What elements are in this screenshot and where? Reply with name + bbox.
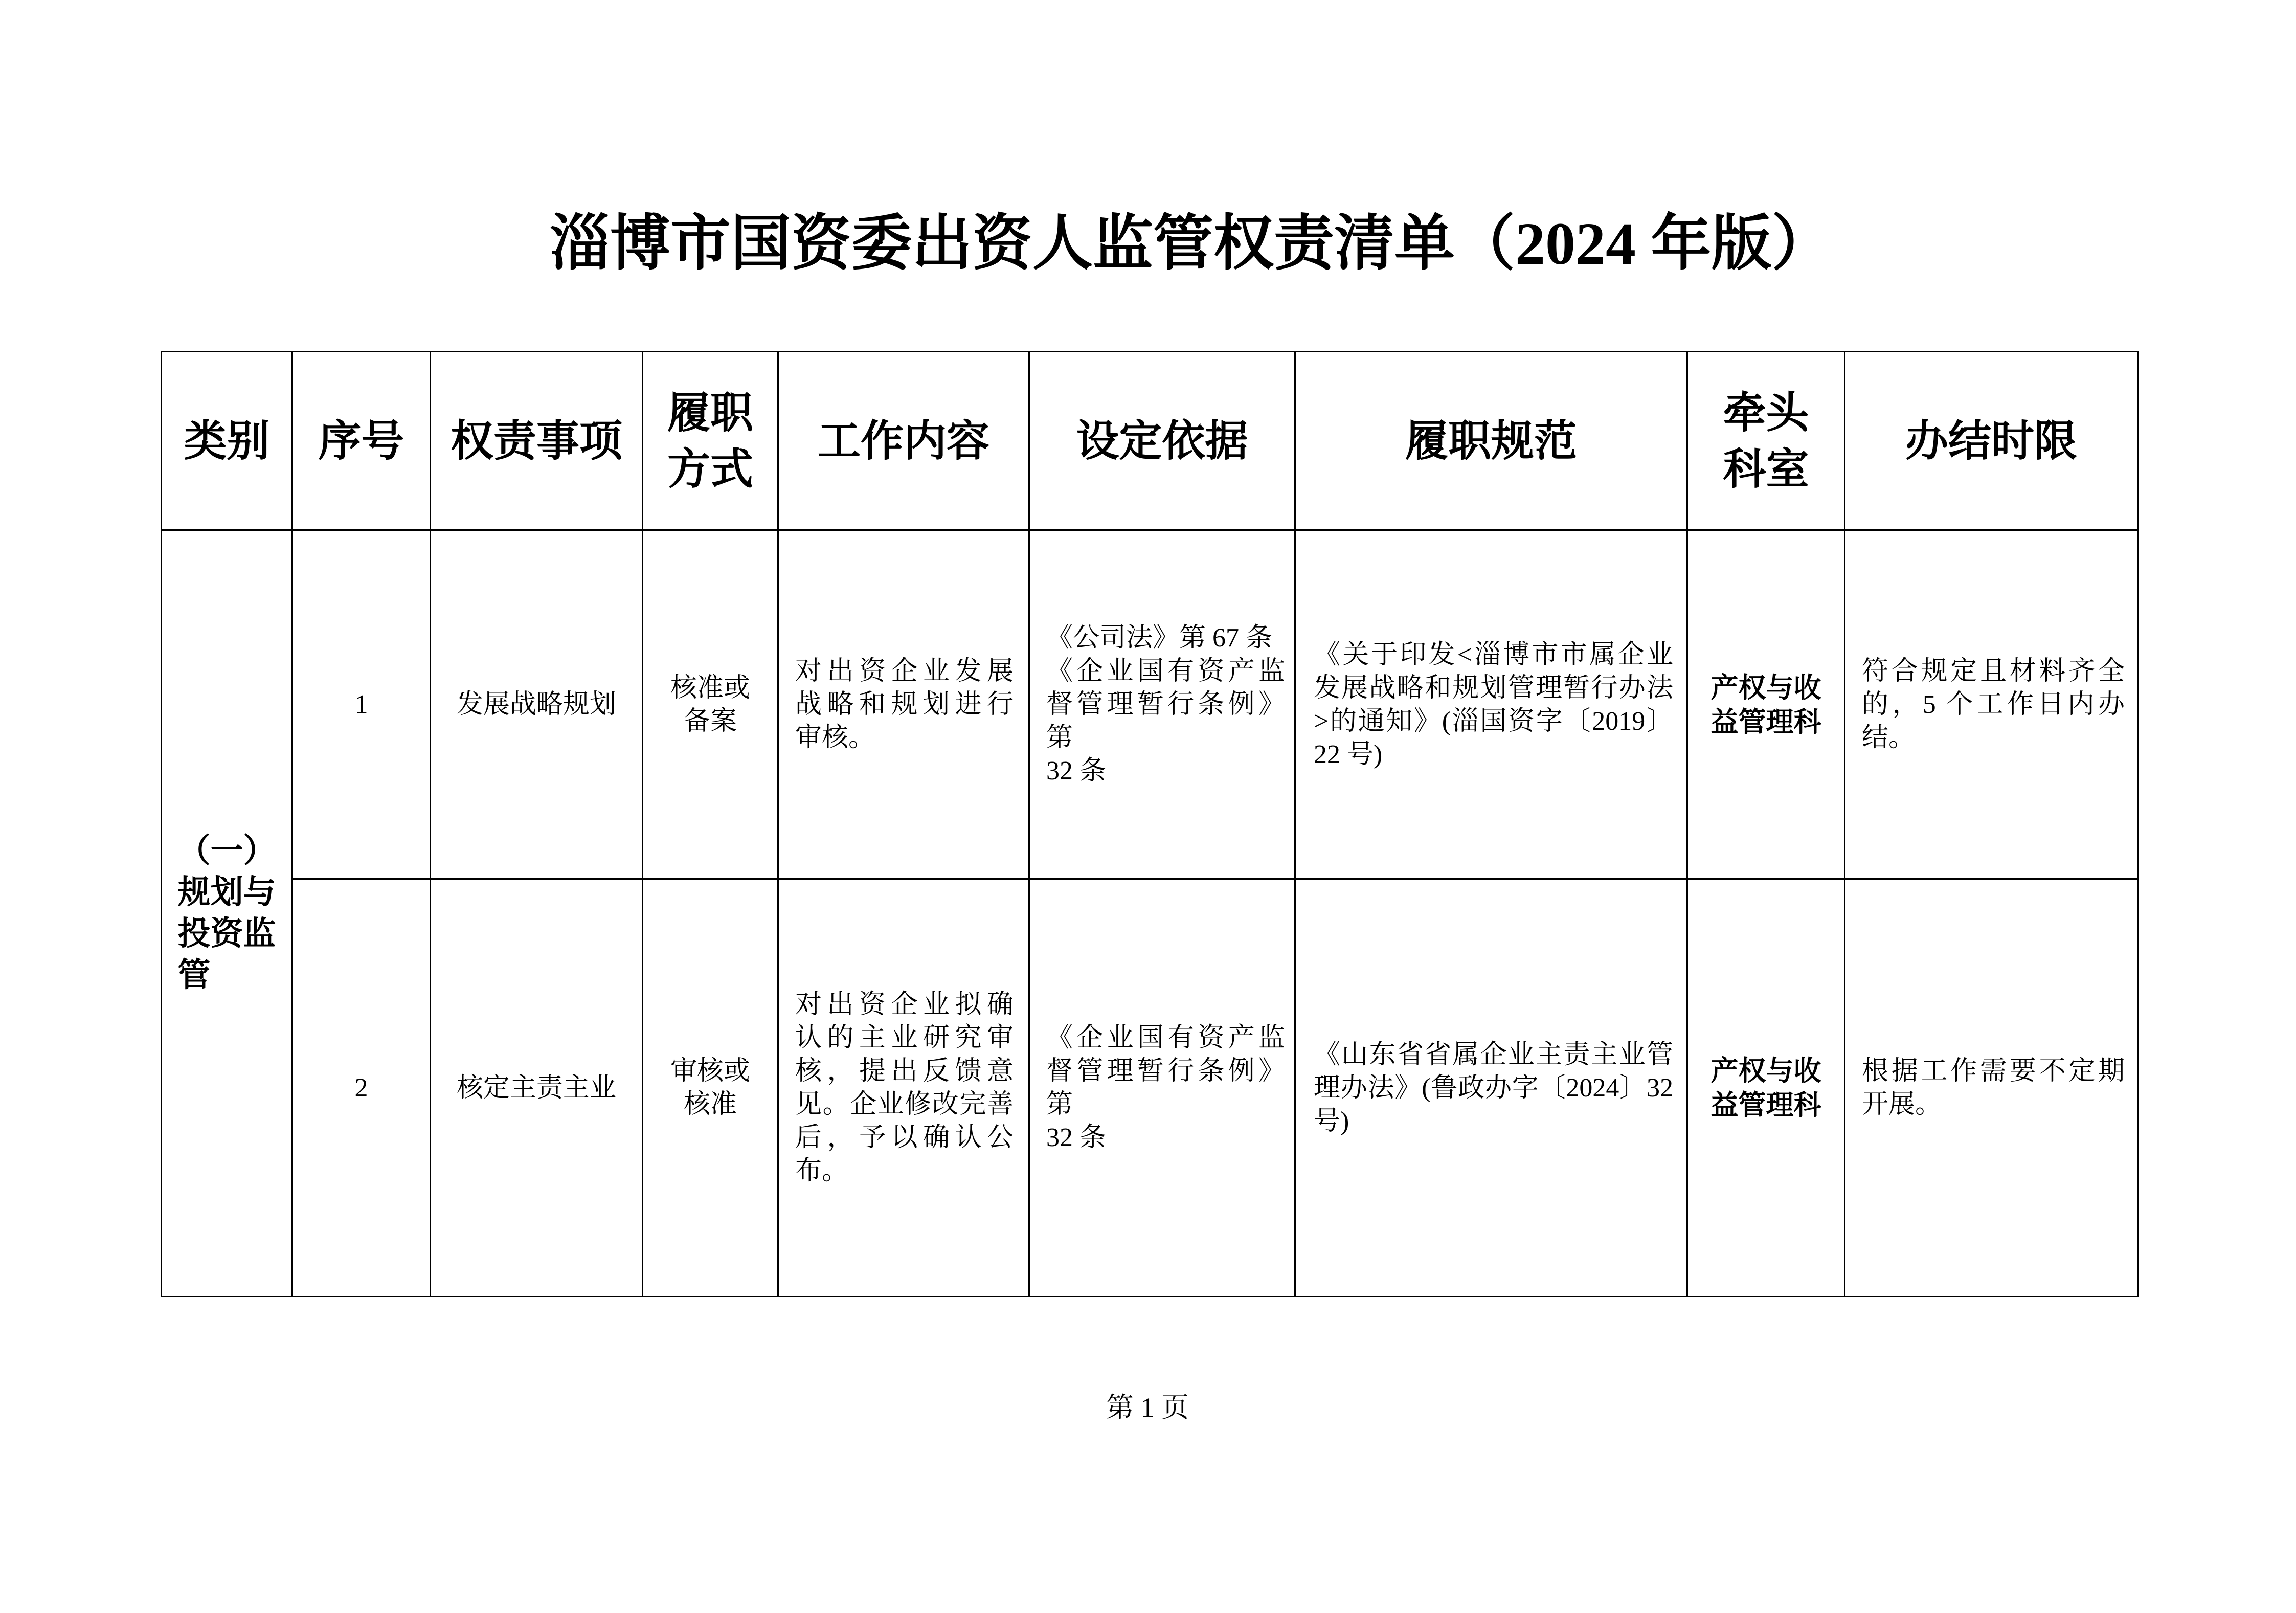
content-line: 对出资企业发展 — [795, 657, 1014, 686]
norm-line: 理办法》(鲁政办字〔2024〕32 — [1314, 1073, 1673, 1103]
deadline-line: 的，5 个工作日内办 — [1862, 690, 2125, 719]
header-method — [643, 352, 778, 530]
header-item: 权责事项 — [431, 352, 643, 530]
content-line: 后，予以确认公 — [795, 1123, 1014, 1152]
header-category: 类别 — [162, 352, 292, 530]
item-cell: 核定主责主业 — [431, 879, 643, 1297]
category-cell — [162, 530, 292, 1297]
method-label: 审核或核准 — [670, 1057, 751, 1119]
basis-line: 《企业国有资产监 — [1046, 1023, 1285, 1052]
basis-line: 督管理暂行条例》第 — [1046, 690, 1285, 752]
norm-cell — [1295, 879, 1687, 1297]
deadline-line: 根据工作需要不定期 — [1862, 1057, 2125, 1086]
office-label: 产权与收益管理科 — [1710, 671, 1821, 738]
norm-line: 《关于印发<淄博市市属企业 — [1314, 640, 1673, 669]
deadline-cell — [1845, 879, 2138, 1297]
basis-line: 督管理暂行条例》第 — [1046, 1057, 1285, 1119]
header-basis: 设定依据 — [1029, 352, 1295, 530]
header-content: 工作内容 — [778, 352, 1029, 530]
content-cell — [778, 879, 1029, 1297]
basis-line: 《企业国有资产监 — [1046, 657, 1285, 686]
deadline-line: 开展。 — [1862, 1090, 1942, 1119]
office-label: 产权与收益管理科 — [1710, 1055, 1821, 1121]
office-cell — [1687, 530, 1845, 879]
header-norm: 履职规范 — [1295, 352, 1687, 530]
basis-line: 32 条 — [1046, 1123, 1107, 1152]
method-cell — [643, 879, 778, 1297]
content-line: 对出资企业拟确 — [795, 990, 1014, 1019]
deadline-line: 符合规定且材料齐全 — [1862, 657, 2125, 686]
header-row — [162, 352, 2138, 530]
content-line: 审核。 — [795, 723, 875, 752]
page-number: 第 1 页 — [1106, 1392, 1189, 1423]
table-row — [162, 530, 2138, 879]
header-method-label: 履职方式 — [667, 388, 754, 494]
method-cell — [643, 530, 778, 879]
header-serial: 序号 — [292, 352, 431, 530]
content-line: 战略和规划进行 — [795, 690, 1014, 719]
basis-line: 《公司法》第 67 条 — [1046, 623, 1273, 653]
table-row — [162, 879, 2138, 1297]
content-line: 见。企业修改完善 — [795, 1090, 1014, 1119]
content-line: 认的主业研究审 — [795, 1023, 1014, 1052]
page-title: 淄博市国资委出资人监管权责清单（2024 年版） — [550, 210, 1832, 277]
responsibility-table — [161, 351, 2139, 1297]
deadline-line: 结。 — [1862, 723, 1916, 752]
content-line: 核，提出反馈意 — [795, 1057, 1014, 1086]
header-office — [1687, 352, 1845, 530]
category-label: （一）规划与投资监管 — [177, 832, 276, 994]
deadline-cell — [1845, 530, 2138, 879]
norm-line: 《山东省省属企业主责主业管 — [1314, 1040, 1673, 1069]
content-line: 布。 — [795, 1156, 849, 1185]
basis-cell — [1029, 530, 1295, 879]
norm-line: 号) — [1314, 1106, 1349, 1136]
norm-cell — [1295, 530, 1687, 879]
header-deadline: 办结时限 — [1845, 352, 2138, 530]
office-cell — [1687, 879, 1845, 1297]
norm-line: >的通知》(淄国资字〔2019〕 — [1314, 706, 1673, 736]
header-office-label: 牵头科室 — [1723, 388, 1809, 494]
basis-line: 32 条 — [1046, 756, 1107, 786]
item-cell: 发展战略规划 — [431, 530, 643, 879]
method-label: 核准或备案 — [670, 673, 751, 736]
norm-line: 22 号) — [1314, 740, 1383, 769]
content-cell — [778, 530, 1029, 879]
basis-cell — [1029, 879, 1295, 1297]
serial-cell: 2 — [292, 879, 431, 1297]
norm-line: 发展战略和规划管理暂行办法 — [1314, 673, 1673, 703]
serial-cell: 1 — [292, 530, 431, 879]
